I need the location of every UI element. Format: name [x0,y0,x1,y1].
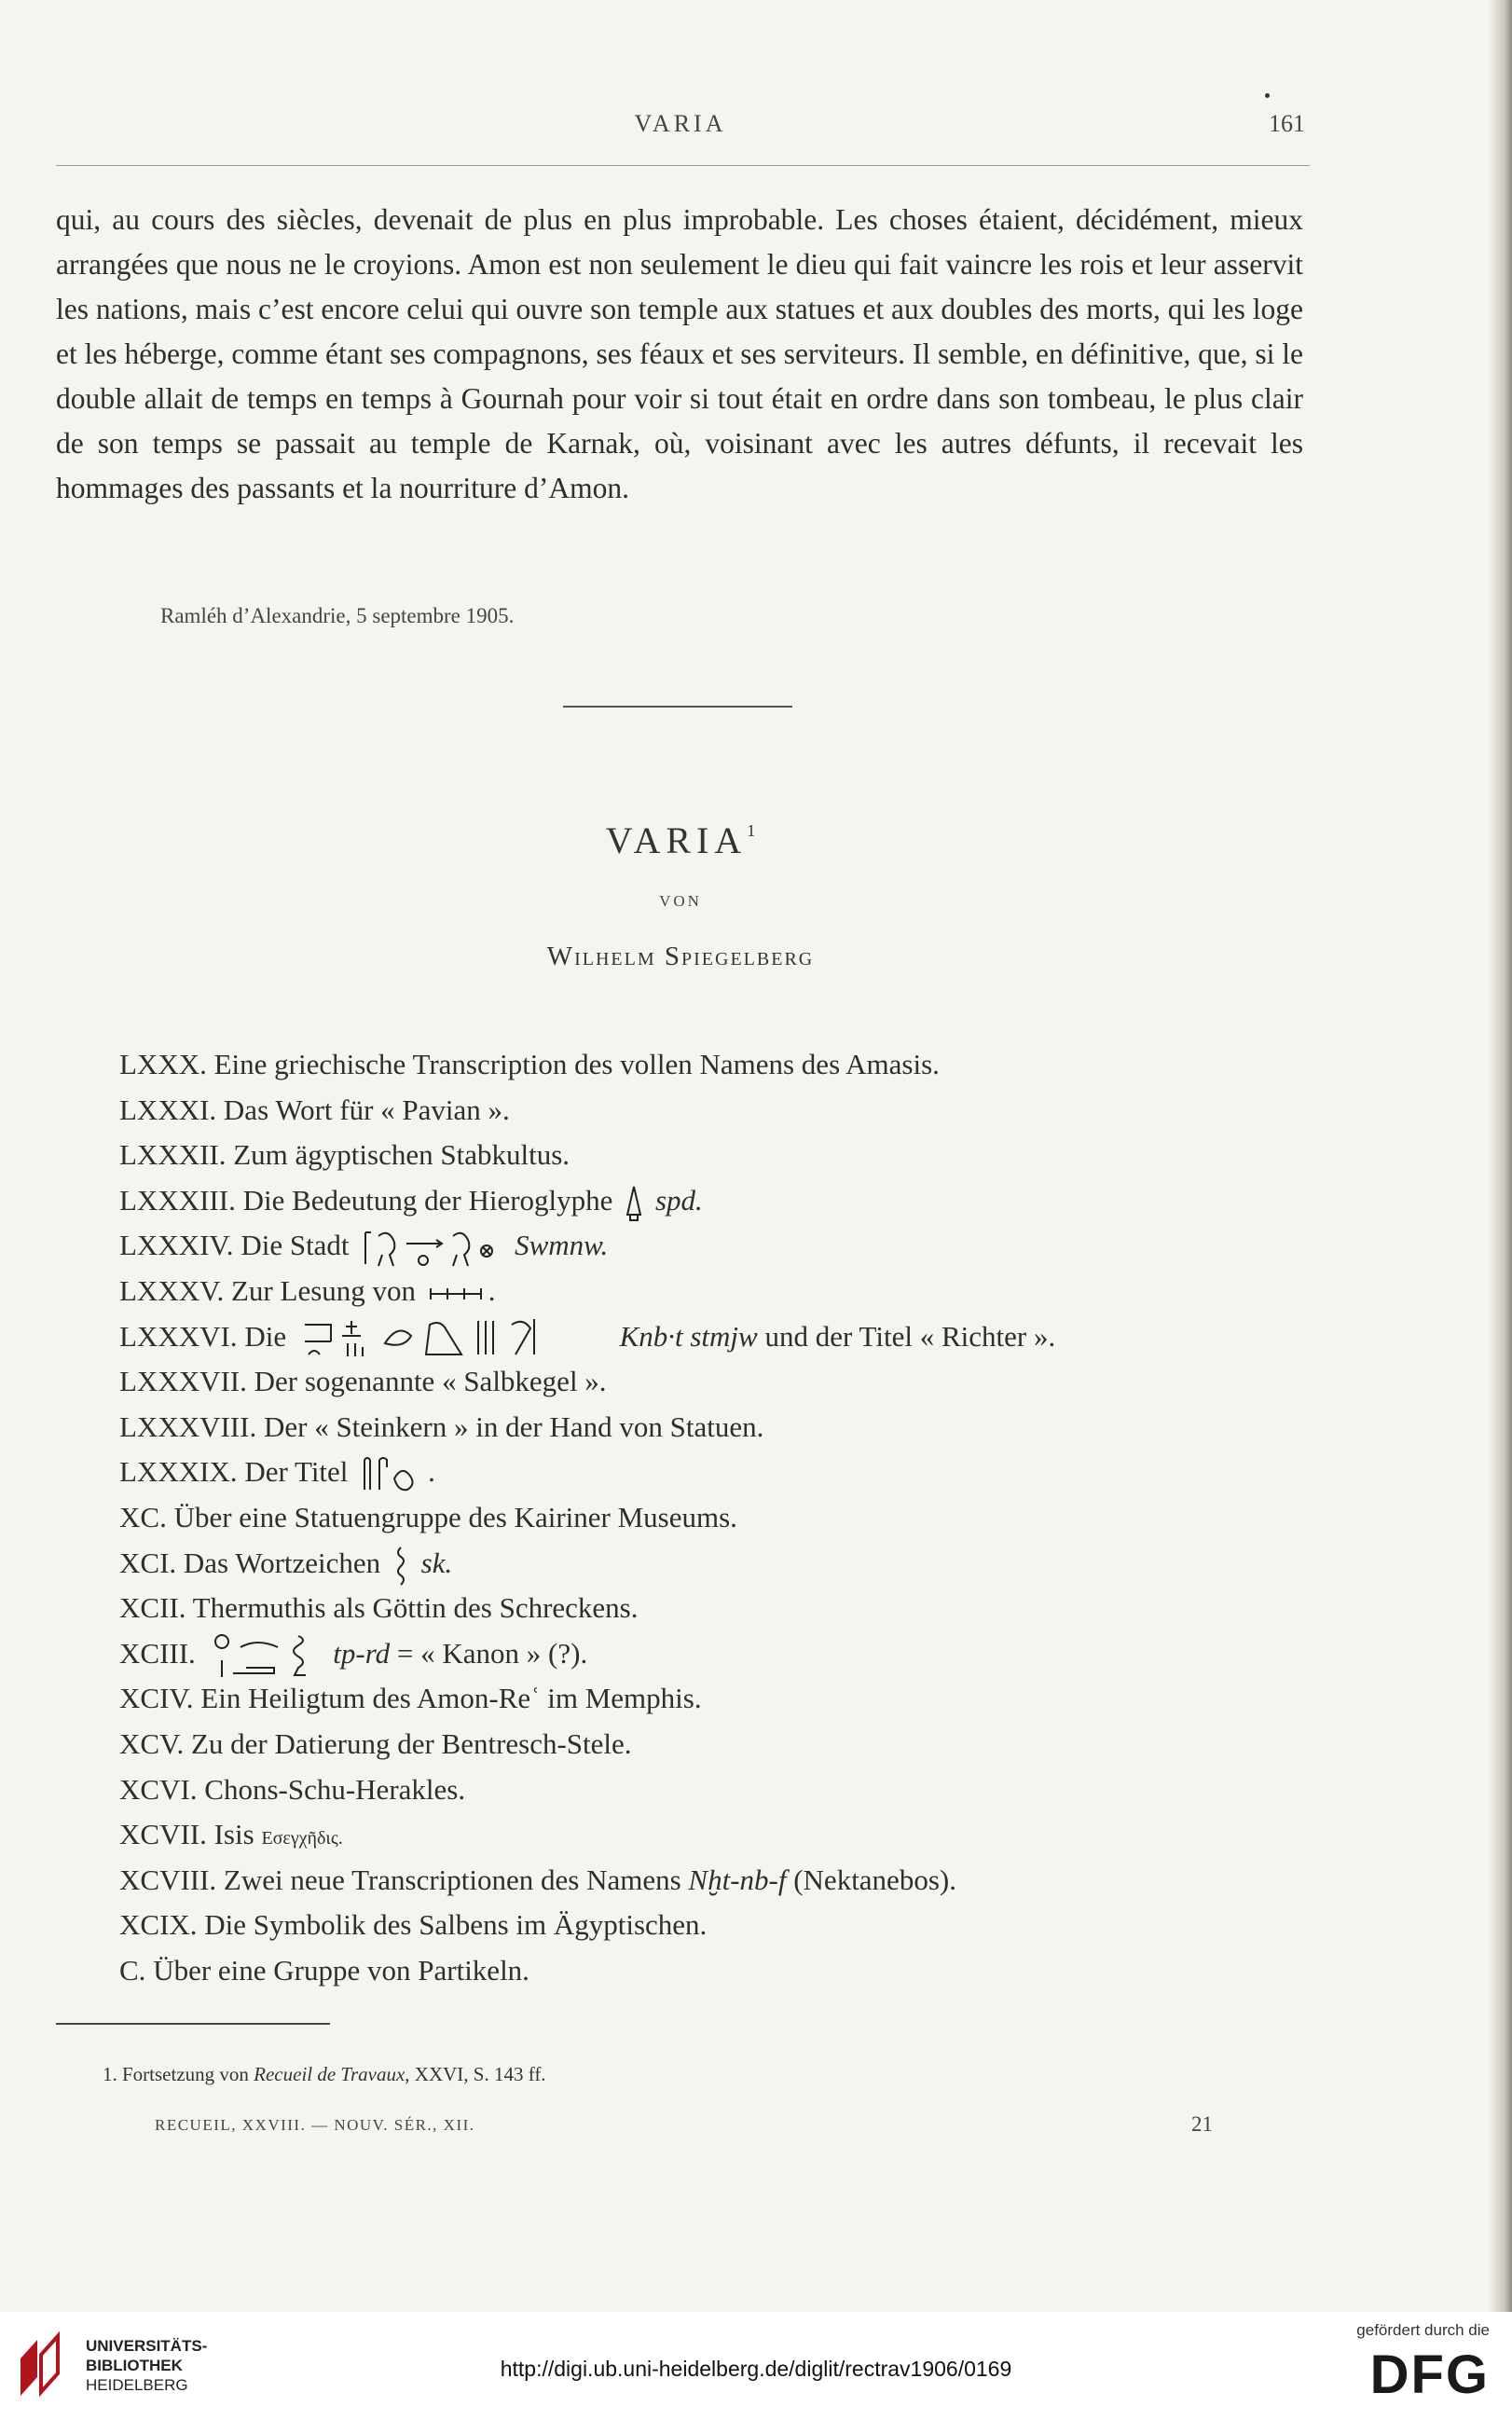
toc-number: XCVI. [119,1772,198,1806]
footnote-text-after: , XXVI, S. 143 ff. [405,2063,546,2085]
dfg-logo: DFG [1369,2344,1490,2405]
toc-text: Thermuthis als Göttin des Schreckens. [192,1591,639,1625]
toc-number: LXXXV. [119,1273,225,1307]
toc-text: Zu der Datierung der Bentresch-Stele. [190,1726,632,1760]
triangle-hieroglyph-icon [625,1180,642,1226]
footnote-journal: Recueil de Travaux [254,2063,405,2085]
section-separator [563,706,792,708]
toc-text: Zum ägyptischen Stabkultus. [233,1138,570,1172]
toc-item [119,1133,1285,1178]
toc-number: LXXXVIII. [119,1409,257,1443]
footnote-rule [56,2023,330,2025]
toc-number: XCVII. [119,1818,207,1851]
toc-text-after: = « Kanon » (?). [396,1636,588,1670]
toc-text: Die Bedeutung der Hieroglyphe [242,1183,613,1217]
toc-text: Eine griechische Transcription des vollen Namens des Amasis. [213,1048,940,1080]
toc-number: LXXXII. [119,1138,227,1172]
toc-text: Der sogenannte « Salbkegel ». [254,1365,607,1398]
toc-item [119,1948,1285,1994]
toc-number: XC. [119,1500,167,1533]
toc-item [119,1088,1285,1134]
head-foot-hieroglyphs-icon [209,1632,321,1681]
toc-text: Zur Lesung von [231,1273,417,1307]
toc-text: Über eine Gruppe von Partikeln. [153,1953,529,1987]
toc-text: Die [244,1319,287,1353]
body-paragraph: qui, au cours des siècles, devenait de plus en plus improbable. Les choses étaient, décidément, mieux arrangées que nous ne le croyions. Amon est non seulement le dieu qui fait vaincre les rois et leur asservit les nations, mais c’est encore celui qui ouvre son temple aux statues et aux doubles des morts, qui les loge et les héberge, comme étant ses compagnons, ses féaux et ses serviteurs. Il semble, en définitive, que, si le double allait de temps en temps à Gournah pour voir si tout était en ordre dans son tombeau, le plus clair de son temps se passait au temple de Karnak, où, voisinant avec les autres défunts, il recevait les hommages des passants et la nourriture d’Amon. [56,203,1303,504]
toc-item [119,1223,1285,1269]
bottom-banner [0,2312,1512,2420]
toc-text-after: (Nektanebos). [793,1863,956,1896]
toc-punctuation: . [428,1455,435,1489]
toc-item [119,1767,1285,1813]
toc-transliteration: Knb·t stmjw [619,1319,758,1353]
toc-text: Zwei neue Transcriptionen des Namens [223,1863,681,1896]
toc-item [119,1586,1285,1631]
toc-item [119,1178,1285,1224]
toc-number: XCI. [119,1546,177,1579]
toc-number: LXXXIX. [119,1455,238,1489]
footnote [103,2063,546,2086]
toc-item [119,1903,1285,1948]
footnote-mark: 1. [103,2063,117,2085]
dateline: Ramléh d’Alexandrie, 5 septembre 1905. [160,604,515,627]
library-name-line: HEIDELBERG [86,2376,188,2394]
toc-item [119,1042,1285,1088]
toc-greek-name: Εσεγχῆδις. [261,1828,343,1849]
article-von: VON [659,892,702,910]
toc-text-after: und der Titel « Richter ». [764,1319,1056,1353]
bar-hieroglyph-icon [429,1272,483,1317]
toc-item [119,1722,1285,1767]
toc-number: XCV. [119,1726,185,1760]
article-title [0,818,1361,862]
toc-number: LXXXVII. [119,1365,247,1398]
running-head-title: VARIA [634,110,727,137]
toc-item [119,1812,1285,1858]
city-name-hieroglyphs-icon [362,1226,502,1272]
toc-number: XCII. [119,1591,186,1625]
ink-dot [1265,93,1270,98]
toc-item [119,1359,1285,1405]
toc-item [119,1450,1285,1495]
toc-text: Der « Steinkern » in der Hand von Statuen. [263,1409,764,1443]
header-rule [56,165,1310,166]
toc-number: XCIX. [119,1908,198,1942]
toc-text: Das Wort für « Pavian ». [223,1093,510,1126]
toc-transliteration: Nḫt-nb-f [688,1863,787,1896]
toc-text: Der Titel [244,1455,349,1489]
toc-item [119,1314,1285,1360]
running-head [56,110,1305,147]
toc-number: XCIV. [119,1682,194,1715]
table-of-contents [119,1042,1285,1993]
toc-item [119,1858,1285,1904]
title-hieroglyphs-icon [299,1315,607,1362]
toc-transliteration: spd. [654,1183,703,1217]
toc-transliteration: sk. [420,1546,453,1579]
toc-item [119,1405,1285,1451]
library-name-line: BIBLIOTHEK [86,2357,183,2374]
page-edge-shadow [1488,0,1512,2312]
toc-item [119,1269,1285,1314]
toc-number: XCIII. [119,1636,196,1670]
funder-label: gefördert durch die [1356,2321,1490,2339]
toc-item [119,1676,1285,1722]
toc-number: LXXXVI. [119,1319,238,1353]
toc-text: Ein Heiligtum des Amon-Reʿ im Memphis. [200,1682,702,1715]
toc-text: Die Symbolik des Salbens im Ägyptischen. [204,1908,708,1942]
toc-item [119,1631,1285,1677]
toc-text: Über eine Statuengruppe des Kairiner Museums. [173,1500,737,1533]
toc-text: Die Stadt [241,1229,350,1262]
permalink-url[interactable]: http://digi.ub.uni-heidelberg.de/diglit/rectrav1906/0169 [500,2357,1012,2381]
rope-hieroglyph-icon [393,1543,408,1588]
signature-number: 21 [1191,2112,1213,2136]
toc-text: Das Wortzeichen [183,1546,381,1579]
signature-line: RECUEIL, XXVIII. — NOUV. SÉR., XII. [155,2116,475,2134]
titulary-hieroglyphs-icon [361,1452,422,1498]
toc-item [119,1541,1285,1587]
toc-number: C. [119,1953,146,1987]
library-name-line: UNIVERSITÄTS- [86,2337,208,2355]
toc-text: Chons-Schu-Herakles. [204,1772,466,1806]
footnote-text: Fortsetzung von [122,2063,249,2085]
toc-text: Isis [213,1818,254,1851]
toc-transliteration: Swmnw. [515,1229,609,1262]
toc-punctuation: . [488,1273,496,1307]
title-footnote-mark: 1 [747,821,756,840]
page-number: 161 [1269,110,1305,137]
toc-number: LXXX. [119,1048,207,1080]
toc-number: LXXXIV. [119,1229,234,1262]
article-title-text: VARIA [605,819,748,861]
toc-number: XCVIII. [119,1863,217,1896]
toc-item [119,1495,1285,1541]
toc-number: LXXXI. [119,1093,217,1126]
toc-number: LXXXIII. [119,1183,236,1217]
article-author: Wilhelm Spiegelberg [546,942,815,971]
toc-transliteration: tp-rd [333,1636,391,1670]
